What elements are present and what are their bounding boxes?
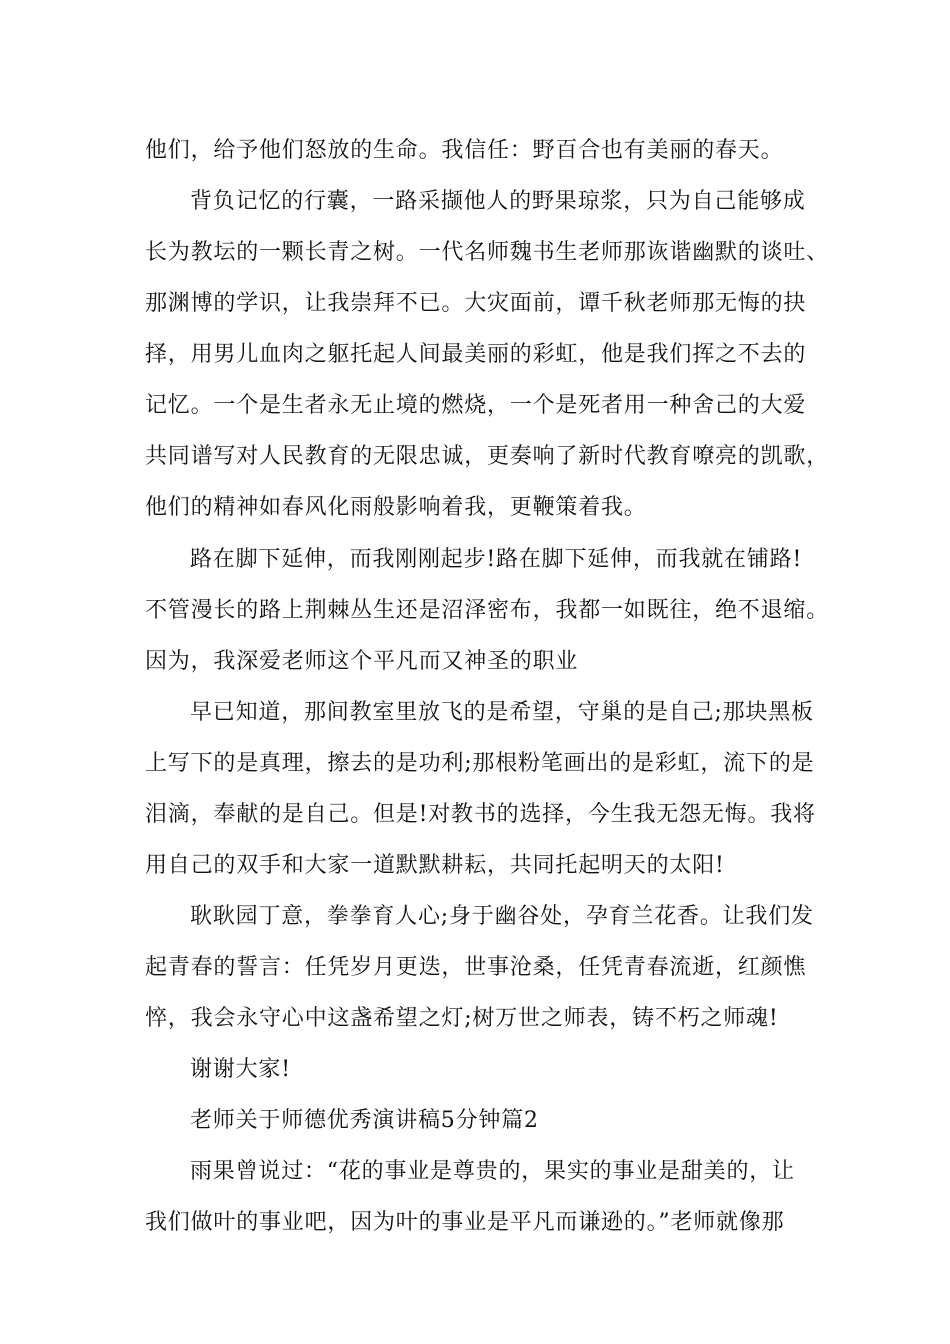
text-line: 泪滴，奉献的是自己。但是!对教书的选择，今生我无怨无悔。我将 <box>145 802 816 827</box>
text-line: 他们，给予他们怒放的生命。我信任：野百合也有美丽的春天。 <box>145 138 784 163</box>
text-line: 用自己的双手和大家一道默默耕耘，共同托起明天的太阳! <box>145 853 725 878</box>
paragraph-first-line: 路在脚下延伸，而我刚刚起步!路在脚下延伸，而我就在铺路! <box>190 547 803 572</box>
text-line: 起青春的誓言：任凭岁月更迭，世事沧桑，任凭青春流逝，红颜憔 <box>145 955 807 980</box>
text-line: 悴，我会永守心中这盏希望之灯;树万世之师表，铸不朽之师魂! <box>145 1006 779 1031</box>
text-line: 共同谱写对人民教育的无限忠诚，更奏响了新时代教育嘹亮的凯歌， <box>145 444 830 469</box>
text-line: 择，用男儿血肉之躯托起人间最美丽的彩虹，他是我们挥之不去的 <box>145 342 807 367</box>
closing-line: 谢谢大家! <box>190 1057 291 1082</box>
text-line: 上写下的是真理，擦去的是功利;那根粉笔画出的是彩虹，流下的是 <box>145 751 815 776</box>
text-line: 因为，我深爱老师这个平凡而又神圣的职业 <box>145 649 579 674</box>
paragraph-first-line: 雨果曾说过：“花的事业是尊贵的，果实的事业是甜美的，让 <box>190 1159 795 1184</box>
paragraph-first-line: 背负记忆的行囊，一路采撷他人的野果琼浆，只为自己能够成 <box>190 189 806 214</box>
text-line: 长为教坛的一颗长青之树。一代名师魏书生老师那诙谐幽默的谈吐、 <box>145 240 830 265</box>
text-line: 我们做叶的事业吧，因为叶的事业是平凡而谦逊的。”老师就像那 <box>145 1210 785 1235</box>
section-heading: 老师关于师德优秀演讲稿5分钟篇2 <box>190 1108 539 1133</box>
text-line: 记忆。一个是生者永无止境的燃烧，一个是死者用一种舍己的大爱 <box>145 393 807 418</box>
text-line: 不管漫长的路上荆棘丛生还是沼泽密布，我都一如既往，绝不退缩。 <box>145 598 830 623</box>
paragraph-first-line: 早已知道，那间教室里放飞的是希望，守巢的是自己;那块黑板 <box>190 700 814 725</box>
paragraph-first-line: 耿耿园丁意，拳拳育人心;身于幽谷处，孕育兰花香。让我们发 <box>190 904 814 929</box>
text-line: 那渊博的学识，让我崇拜不已。大灾面前，谭千秋老师那无悔的抉 <box>145 291 807 316</box>
text-line: 他们的精神如春风化雨般影响着我，更鞭策着我。 <box>145 495 647 520</box>
